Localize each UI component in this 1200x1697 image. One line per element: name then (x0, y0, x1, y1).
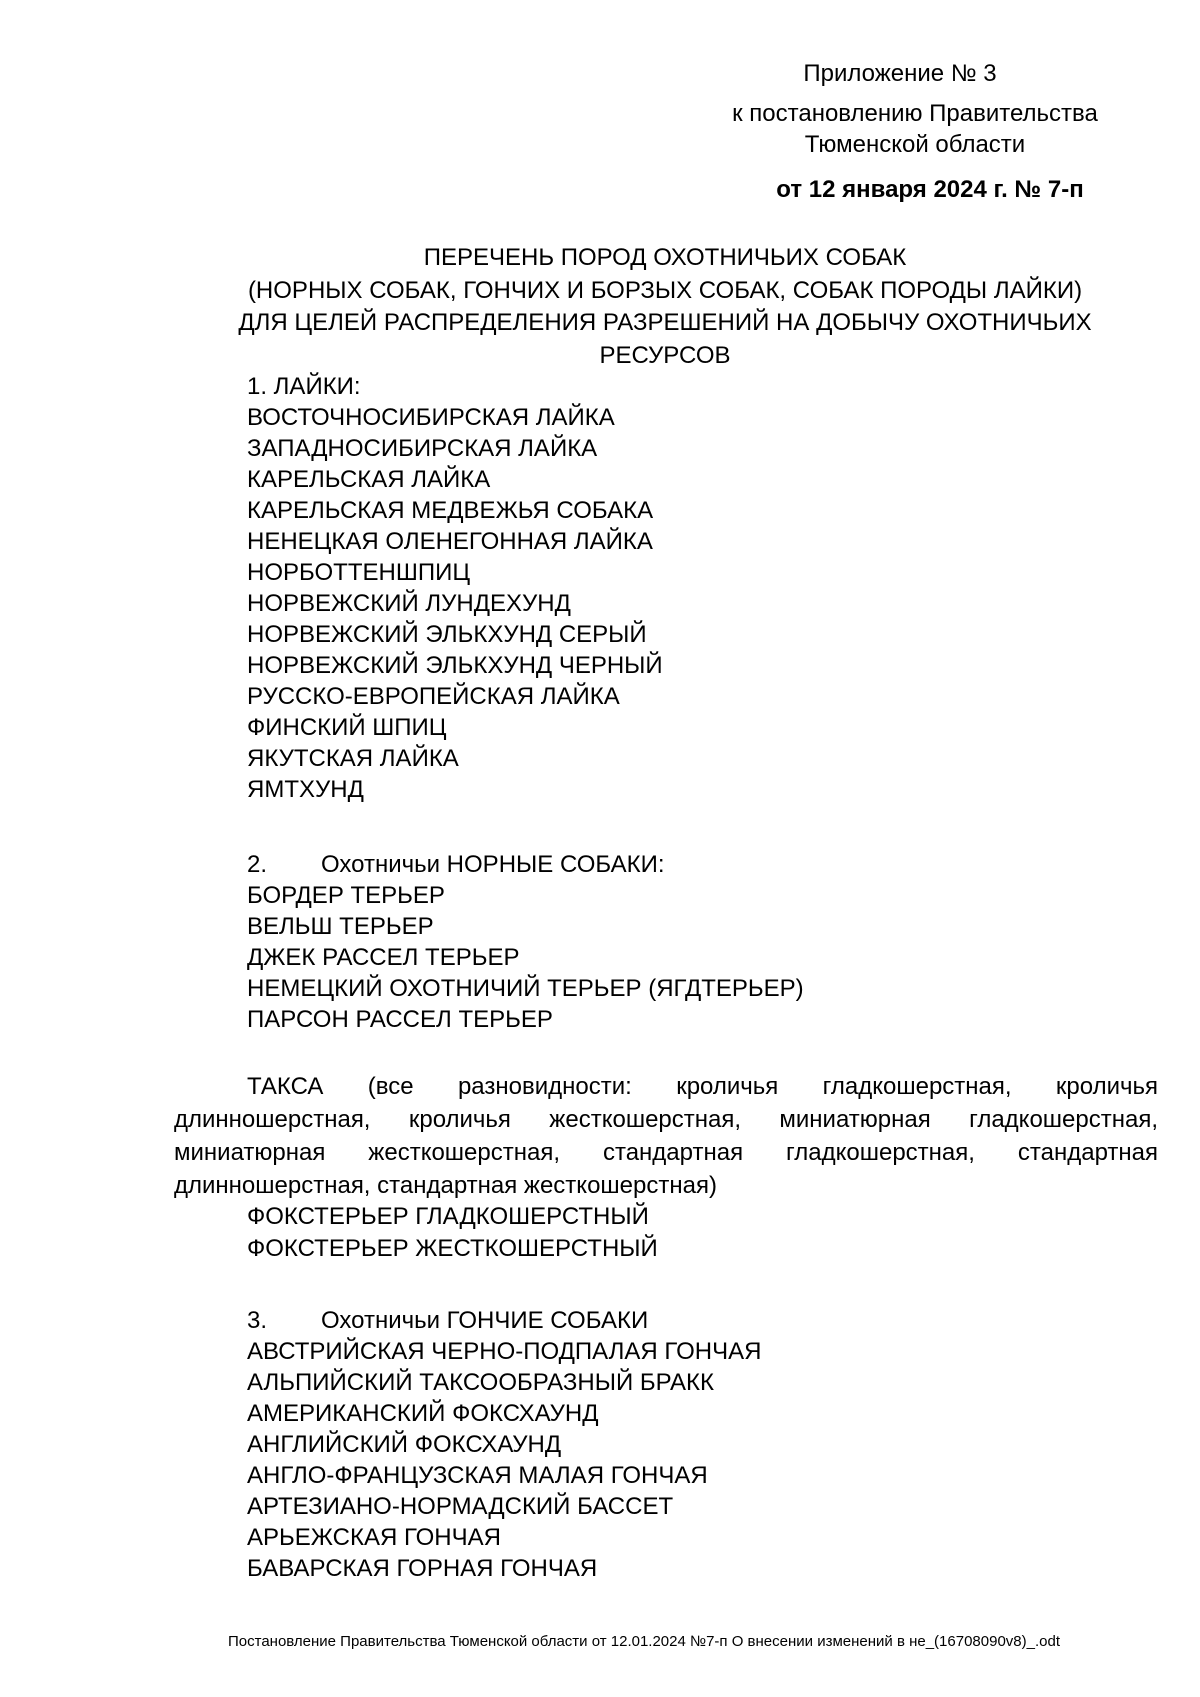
title-line: РЕСУРСОВ (599, 341, 731, 369)
list-item: КАРЕЛЬСКАЯ ЛАЙКА (247, 466, 491, 493)
list-item: ЗАПАДНОСИБИРСКАЯ ЛАЙКА (247, 435, 598, 462)
document-title (130, 242, 1200, 372)
list-item: АРТЕЗИАНО-НОРМАДСКИЙ БАССЕТ (247, 1493, 674, 1520)
title-line: (НОРНЫХ СОБАК, ГОНЧИХ И БОРЗЫХ СОБАК, СОБАК ПОРОДЫ ЛАЙКИ) (247, 276, 1083, 304)
section-number: 2. (247, 851, 268, 878)
list-item: ДЖЕК РАССЕЛ ТЕРЬЕР (247, 944, 520, 971)
list-item: КАРЕЛЬСКАЯ МЕДВЕЖЬЯ СОБАКА (247, 497, 654, 524)
appendix-reference-line2: Тюменской области (804, 131, 1026, 158)
title-line: ПЕРЕЧЕНЬ ПОРОД ОХОТНИЧЬИХ СОБАК (423, 244, 907, 271)
section-title: Охотничьи ГОНЧИЕ СОБАКИ (321, 1307, 649, 1334)
list-item: АНГЛИЙСКИЙ ФОКСХАУНД (247, 1431, 562, 1458)
list-item: БАВАРСКАЯ ГОРНАЯ ГОНЧАЯ (247, 1555, 598, 1582)
list-item: АВСТРИЙСКАЯ ЧЕРНО-ПОДПАЛАЯ ГОНЧАЯ (247, 1338, 762, 1365)
list-item: ФИНСКИЙ ШПИЦ (247, 714, 447, 741)
appendix-date: от 12 января 2024 г. № 7-п (776, 176, 1084, 203)
list-item: ПАРСОН РАССЕЛ ТЕРЬЕР (247, 1006, 553, 1033)
taksa-paragraph: ТАКСА (все разновидности: кроличья гладкошерстная, кроличья длинношерстная, кроличья жесткошерстная, миниатюрная гладкошерстная, миниатюрная жесткошерстная, стандартная гладкошерстная, стандартная длинношерстная, стандартная жесткошерстная) (174, 1073, 1158, 1199)
list-item: АМЕРИКАНСКИЙ ФОКСХАУНД (247, 1400, 599, 1427)
list-item: БОРДЕР ТЕРЬЕР (247, 882, 445, 909)
list-item: НЕНЕЦКАЯ ОЛЕНЕГОННАЯ ЛАЙКА (247, 528, 653, 555)
list-item: НОРВЕЖСКИЙ ЛУНДЕХУНД (247, 590, 571, 617)
list-item: ВОСТОЧНОСИБИРСКАЯ ЛАЙКА (247, 404, 615, 431)
list-item: ФОКСТЕРЬЕР ГЛАДКОШЕРСТНЫЙ (247, 1203, 649, 1230)
section-3-heading (247, 1306, 648, 1336)
list-item: НОРБОТТЕНШПИЦ (247, 559, 471, 586)
appendix-number: Приложение № 3 (803, 60, 997, 87)
list-item: АНГЛО-ФРАНЦУЗСКАЯ МАЛАЯ ГОНЧАЯ (247, 1462, 708, 1489)
list-item: АЛЬПИЙСКИЙ ТАКСООБРАЗНЫЙ БРАКК (247, 1369, 714, 1396)
section-title: Охотничьи НОРНЫЕ СОБАКИ: (321, 851, 665, 878)
list-item: ВЕЛЬШ ТЕРЬЕР (247, 913, 434, 940)
list-item: НОРВЕЖСКИЙ ЭЛЬКХУНД ЧЕРНЫЙ (247, 652, 663, 679)
section-2-heading (247, 850, 665, 880)
list-item: НОРВЕЖСКИЙ ЭЛЬКХУНД СЕРЫЙ (247, 621, 647, 648)
section-number: 3. (247, 1307, 268, 1334)
title-line: ДЛЯ ЦЕЛЕЙ РАСПРЕДЕЛЕНИЯ РАЗРЕШЕНИЙ НА ДОБЫЧУ ОХОТНИЧЬИХ (238, 309, 1092, 336)
list-item: РУССКО-ЕВРОПЕЙСКАЯ ЛАЙКА (247, 683, 620, 710)
appendix-reference-line1: к постановлению Правительства (732, 100, 1098, 127)
list-item: ЯМТХУНД (247, 776, 364, 803)
list-item: ЯКУТСКАЯ ЛАЙКА (247, 745, 459, 772)
list-item: ФОКСТЕРЬЕР ЖЕСТКОШЕРСТНЫЙ (247, 1235, 658, 1262)
page-footer: Постановление Правительства Тюменской области от 12.01.2024 №7-п О внесении изменений в не_(16708090v8)_.odt (228, 1633, 1060, 1650)
list-item: НЕМЕЦКИЙ ОХОТНИЧИЙ ТЕРЬЕР (ЯГДТЕРЬЕР) (247, 975, 804, 1002)
section-1-heading: 1. ЛАЙКИ: (247, 373, 361, 400)
list-item: АРЬЕЖСКАЯ ГОНЧАЯ (247, 1524, 501, 1551)
